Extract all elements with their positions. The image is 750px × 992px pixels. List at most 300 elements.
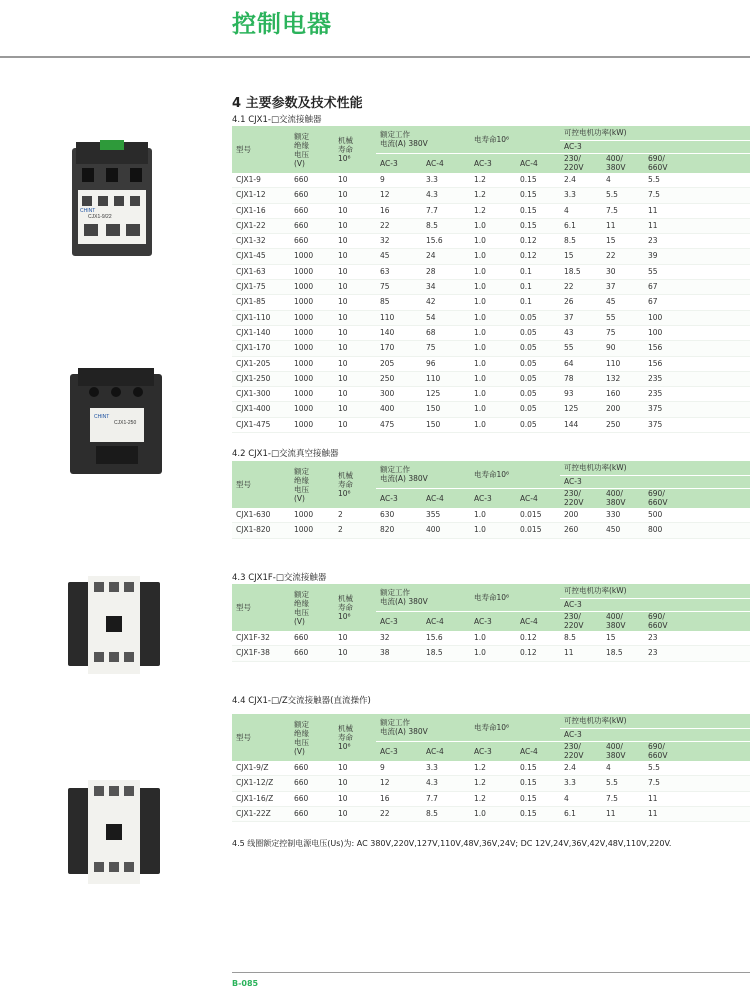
- table-row: [232, 387, 750, 402]
- table-cell: 660: [290, 791, 334, 806]
- table-cell: 330: [602, 508, 644, 523]
- col-electrical-life: 电寿命10⁶: [470, 584, 560, 611]
- table-cell: 10: [334, 631, 376, 646]
- table-row: [232, 280, 750, 295]
- table-cell: 0.015: [516, 523, 560, 538]
- table-cell: 660: [290, 188, 334, 203]
- table-cell: 6.1: [560, 218, 602, 233]
- table-cell: 0.12: [516, 234, 560, 249]
- table-cell: CJX1-32: [232, 234, 290, 249]
- spec-table-3: [232, 584, 750, 662]
- spec-table-1: [232, 126, 750, 433]
- col-current-ac3: AC-3: [376, 153, 422, 173]
- table-cell: 1.0: [470, 310, 516, 325]
- table-cell: CJX1-22: [232, 218, 290, 233]
- col-power-ac3: AC-3: [560, 728, 750, 741]
- table-cell: 0.15: [516, 761, 560, 776]
- table-cell: CJX1-85: [232, 295, 290, 310]
- table-cell: 10: [334, 402, 376, 417]
- table-row: [232, 776, 750, 791]
- table-cell: 0.05: [516, 371, 560, 386]
- table-cell: 1000: [290, 417, 334, 432]
- table-cell: 1000: [290, 310, 334, 325]
- table-cell: 12: [376, 188, 422, 203]
- table-cell: 45: [602, 295, 644, 310]
- table-cell: 110: [376, 310, 422, 325]
- table-cell: 1000: [290, 249, 334, 264]
- table-cell: CJX1-22Z: [232, 806, 290, 821]
- table-cell: CJX1F-32: [232, 631, 290, 646]
- table-row: [232, 325, 750, 340]
- col-power-690v: 690/ 660V: [644, 488, 750, 508]
- table-cell: 0.05: [516, 387, 560, 402]
- table-cell: 22: [376, 218, 422, 233]
- table-row: [232, 203, 750, 218]
- table-cell: 23: [644, 631, 750, 646]
- table-cell: 7.5: [602, 203, 644, 218]
- table-cell: 75: [422, 341, 470, 356]
- table-row: [232, 356, 750, 371]
- table-cell: 144: [560, 417, 602, 432]
- table-row: [232, 173, 750, 188]
- table-cell: 1.2: [470, 761, 516, 776]
- table-cell: CJX1-9/Z: [232, 761, 290, 776]
- product-2-model-label: CJX1-250: [114, 420, 137, 426]
- table-cell: 235: [644, 371, 750, 386]
- table-cell: 1.0: [470, 508, 516, 523]
- col-elife-ac4: AC-4: [516, 488, 560, 508]
- table-cell: 660: [290, 218, 334, 233]
- table-cell: 10: [334, 776, 376, 791]
- spec-table-4: [232, 714, 750, 822]
- table-cell: 23: [644, 646, 750, 661]
- col-model: 型号: [232, 584, 290, 631]
- table-cell: 1.2: [470, 173, 516, 188]
- table-cell: 0.05: [516, 325, 560, 340]
- table-cell: CJX1-12: [232, 188, 290, 203]
- table-cell: 400: [422, 523, 470, 538]
- col-model: 型号: [232, 126, 290, 173]
- col-model: 型号: [232, 461, 290, 508]
- table-cell: 16: [376, 203, 422, 218]
- col-rated-current: 额定工作 电流(A) 380V: [376, 714, 470, 741]
- contactor-image-4: [66, 776, 162, 888]
- table-cell: 100: [644, 325, 750, 340]
- table-cell: 200: [602, 402, 644, 417]
- brand-logo: CHINT: [80, 208, 96, 214]
- col-mech-life: 机械 寿命 10⁶: [334, 461, 376, 508]
- table-cell: 250: [602, 417, 644, 432]
- table-cell: CJX1-205: [232, 356, 290, 371]
- table-cell: 10: [334, 371, 376, 386]
- table-cell: 1.0: [470, 806, 516, 821]
- table-cell: 8.5: [560, 234, 602, 249]
- table-cell: 170: [376, 341, 422, 356]
- table-cell: 1.2: [470, 203, 516, 218]
- col-power-ac3: AC-3: [560, 140, 750, 153]
- table-cell: 1.0: [470, 646, 516, 661]
- table-cell: 93: [560, 387, 602, 402]
- col-rated-current: 额定工作 电流(A) 380V: [376, 126, 470, 153]
- table-cell: 26: [560, 295, 602, 310]
- col-power-400v: 400/ 380V: [602, 611, 644, 631]
- col-mech-life: 机械 寿命 10⁶: [334, 714, 376, 761]
- col-power-690v: 690/ 660V: [644, 611, 750, 631]
- table-cell: 156: [644, 341, 750, 356]
- table-cell: 660: [290, 173, 334, 188]
- table-cell: 4.3: [422, 188, 470, 203]
- table-cell: 300: [376, 387, 422, 402]
- table-cell: CJX1-630: [232, 508, 290, 523]
- table-cell: 45: [376, 249, 422, 264]
- table-3-title: 4.3 CJX1F-□交流接触器: [232, 573, 327, 583]
- coil-voltage-note: 4.5 线圈额定控制电源电压(Us)为: AC 380V,220V,127V,110V,48V,36V,24V; DC 12V,24V,36V,42V,48V,110V,220V.: [232, 839, 672, 848]
- table-cell: 205: [376, 356, 422, 371]
- table-cell: 0.1: [516, 264, 560, 279]
- table-cell: 10: [334, 417, 376, 432]
- table-row: [232, 761, 750, 776]
- table-cell: 11: [644, 791, 750, 806]
- table-cell: CJX1-9: [232, 173, 290, 188]
- col-current-ac3: AC-3: [376, 741, 422, 761]
- table-cell: 1.2: [470, 776, 516, 791]
- table-cell: 1000: [290, 280, 334, 295]
- table-cell: 28: [422, 264, 470, 279]
- table-cell: 200: [560, 508, 602, 523]
- table-row: [232, 341, 750, 356]
- table-cell: 250: [376, 371, 422, 386]
- table-cell: 140: [376, 325, 422, 340]
- table-cell: 63: [376, 264, 422, 279]
- col-motor-power: 可控电机功率(kW): [560, 584, 750, 598]
- table-cell: 1.0: [470, 280, 516, 295]
- col-electrical-life: 电寿命10⁶: [470, 461, 560, 488]
- table-1-title: 4.1 CJX1-□交流接触器: [232, 115, 322, 125]
- table-cell: 0.05: [516, 402, 560, 417]
- contactor-image-2: [66, 368, 166, 480]
- table-cell: 7.7: [422, 791, 470, 806]
- col-mech-life: 机械 寿命 10⁶: [334, 584, 376, 631]
- table-cell: 660: [290, 631, 334, 646]
- table-cell: 1.0: [470, 295, 516, 310]
- table-cell: 355: [422, 508, 470, 523]
- table-cell: 1.2: [470, 188, 516, 203]
- col-rated-voltage: 额定 绝缘 电压 (V): [290, 126, 334, 173]
- footer-divider: [232, 972, 750, 973]
- table-cell: 10: [334, 356, 376, 371]
- table-cell: 0.15: [516, 806, 560, 821]
- table-cell: 3.3: [422, 173, 470, 188]
- table-cell: 10: [334, 761, 376, 776]
- table-cell: 375: [644, 402, 750, 417]
- table-cell: 30: [602, 264, 644, 279]
- table-cell: 22: [602, 249, 644, 264]
- col-elife-ac3: AC-3: [470, 488, 516, 508]
- table-cell: 235: [644, 387, 750, 402]
- col-power-400v: 400/ 380V: [602, 153, 644, 173]
- table-cell: 7.5: [644, 776, 750, 791]
- table-cell: 1.0: [470, 387, 516, 402]
- table-cell: 55: [560, 341, 602, 356]
- col-power-400v: 400/ 380V: [602, 741, 644, 761]
- table-cell: CJX1-400: [232, 402, 290, 417]
- col-electrical-life: 电寿命10⁶: [470, 126, 560, 153]
- table-cell: 5.5: [644, 761, 750, 776]
- table-2-title: 4.2 CJX1-□交流真空接触器: [232, 449, 339, 459]
- table-cell: CJX1-16: [232, 203, 290, 218]
- table-cell: CJX1-16/Z: [232, 791, 290, 806]
- table-cell: 1000: [290, 295, 334, 310]
- col-power-690v: 690/ 660V: [644, 153, 750, 173]
- table-cell: 39: [644, 249, 750, 264]
- table-cell: 475: [376, 417, 422, 432]
- table-cell: 660: [290, 203, 334, 218]
- table-cell: CJX1-45: [232, 249, 290, 264]
- table-cell: 375: [644, 417, 750, 432]
- table-cell: CJX1-475: [232, 417, 290, 432]
- table-cell: 10: [334, 203, 376, 218]
- table-row: [232, 264, 750, 279]
- table-row: [232, 402, 750, 417]
- table-cell: 10: [334, 310, 376, 325]
- table-cell: 660: [290, 776, 334, 791]
- col-power-230v: 230/ 220V: [560, 153, 602, 173]
- table-cell: 1000: [290, 356, 334, 371]
- table-cell: 1.0: [470, 356, 516, 371]
- col-current-ac4: AC-4: [422, 488, 470, 508]
- table-cell: 15: [560, 249, 602, 264]
- table-cell: 10: [334, 218, 376, 233]
- table-cell: 37: [560, 310, 602, 325]
- table-cell: 15: [602, 234, 644, 249]
- table-cell: 18.5: [422, 646, 470, 661]
- col-power-ac3: AC-3: [560, 598, 750, 611]
- col-rated-voltage: 额定 绝缘 电压 (V): [290, 584, 334, 631]
- table-cell: CJX1-300: [232, 387, 290, 402]
- table-cell: 4: [560, 203, 602, 218]
- col-power-230v: 230/ 220V: [560, 488, 602, 508]
- table-cell: 5.5: [602, 776, 644, 791]
- table-row: [232, 234, 750, 249]
- contactor-image-1: [66, 138, 158, 260]
- table-cell: 42: [422, 295, 470, 310]
- table-cell: 10: [334, 791, 376, 806]
- table-cell: 10: [334, 295, 376, 310]
- table-cell: 110: [602, 356, 644, 371]
- table-cell: 1.0: [470, 249, 516, 264]
- table-cell: 0.15: [516, 776, 560, 791]
- table-cell: 15.6: [422, 631, 470, 646]
- table-cell: 10: [334, 806, 376, 821]
- spec-table-2: [232, 461, 750, 539]
- table-cell: 10: [334, 341, 376, 356]
- col-power-ac3: AC-3: [560, 475, 750, 488]
- table-cell: 8.5: [560, 631, 602, 646]
- table-cell: 1.0: [470, 417, 516, 432]
- product-1-model-label: CJX1-9/22: [88, 214, 112, 220]
- table-cell: 75: [602, 325, 644, 340]
- table-cell: 660: [290, 234, 334, 249]
- table-cell: 10: [334, 188, 376, 203]
- table-row: [232, 218, 750, 233]
- table-cell: 10: [334, 249, 376, 264]
- contactor-image-3: [66, 572, 162, 678]
- table-cell: 1000: [290, 264, 334, 279]
- col-motor-power: 可控电机功率(kW): [560, 126, 750, 140]
- table-cell: 11: [644, 203, 750, 218]
- table-cell: 4.3: [422, 776, 470, 791]
- col-power-690v: 690/ 660V: [644, 741, 750, 761]
- table-cell: 400: [376, 402, 422, 417]
- col-elife-ac4: AC-4: [516, 611, 560, 631]
- col-power-400v: 400/ 380V: [602, 488, 644, 508]
- table-cell: CJX1-170: [232, 341, 290, 356]
- table-cell: 4: [560, 791, 602, 806]
- table-cell: 1000: [290, 341, 334, 356]
- table-4-title: 4.4 CJX1-□/Z交流接触器(直流操作): [232, 696, 371, 706]
- table-cell: 55: [644, 264, 750, 279]
- header-divider: [0, 56, 750, 58]
- table-row: [232, 791, 750, 806]
- col-motor-power: 可控电机功率(kW): [560, 461, 750, 475]
- table-cell: 0.12: [516, 631, 560, 646]
- table-cell: 820: [376, 523, 422, 538]
- table-cell: 16: [376, 791, 422, 806]
- table-cell: CJX1-63: [232, 264, 290, 279]
- table-cell: CJX1-140: [232, 325, 290, 340]
- col-elife-ac3: AC-3: [470, 611, 516, 631]
- table-cell: 630: [376, 508, 422, 523]
- table-cell: 34: [422, 280, 470, 295]
- table-row: [232, 523, 750, 538]
- table-cell: 7.5: [644, 188, 750, 203]
- table-cell: 18.5: [560, 264, 602, 279]
- col-rated-voltage: 额定 绝缘 电压 (V): [290, 714, 334, 761]
- page-header-title: 控制电器: [232, 10, 332, 38]
- table-row: [232, 646, 750, 661]
- table-cell: 1000: [290, 402, 334, 417]
- col-current-ac4: AC-4: [422, 153, 470, 173]
- table-cell: 7.5: [602, 791, 644, 806]
- table-cell: 67: [644, 280, 750, 295]
- table-cell: 1.0: [470, 264, 516, 279]
- table-cell: 660: [290, 646, 334, 661]
- table-cell: 660: [290, 761, 334, 776]
- col-rated-current: 额定工作 电流(A) 380V: [376, 584, 470, 611]
- col-elife-ac4: AC-4: [516, 741, 560, 761]
- table-cell: CJX1-250: [232, 371, 290, 386]
- table-cell: 11: [644, 218, 750, 233]
- table-cell: 1.2: [470, 791, 516, 806]
- table-cell: 10: [334, 280, 376, 295]
- table-cell: 18.5: [602, 646, 644, 661]
- table-cell: 100: [644, 310, 750, 325]
- table-cell: 3.3: [560, 776, 602, 791]
- table-cell: 0.05: [516, 341, 560, 356]
- table-cell: 1.0: [470, 325, 516, 340]
- table-cell: 3.3: [560, 188, 602, 203]
- table-cell: 2.4: [560, 761, 602, 776]
- table-cell: 3.3: [422, 761, 470, 776]
- table-cell: 0.1: [516, 295, 560, 310]
- table-cell: 32: [376, 631, 422, 646]
- table-cell: 32: [376, 234, 422, 249]
- table-cell: 22: [560, 280, 602, 295]
- table-cell: 11: [602, 806, 644, 821]
- table-cell: 1.0: [470, 402, 516, 417]
- col-mech-life: 机械 寿命 10⁶: [334, 126, 376, 173]
- table-cell: 10: [334, 234, 376, 249]
- table-cell: 156: [644, 356, 750, 371]
- table-row: [232, 806, 750, 821]
- table-cell: 22: [376, 806, 422, 821]
- table-cell: 10: [334, 173, 376, 188]
- brand-logo-2: CHINT: [94, 414, 110, 420]
- section-title: 4 主要参数及技术性能: [232, 96, 363, 111]
- table-cell: 11: [602, 218, 644, 233]
- table-cell: 10: [334, 387, 376, 402]
- table-cell: 7.7: [422, 203, 470, 218]
- table-cell: 10: [334, 264, 376, 279]
- table-cell: 0.12: [516, 249, 560, 264]
- table-cell: 1.0: [470, 631, 516, 646]
- table-cell: 0.05: [516, 356, 560, 371]
- table-cell: 37: [602, 280, 644, 295]
- table-cell: 67: [644, 295, 750, 310]
- col-elife-ac4: AC-4: [516, 153, 560, 173]
- table-cell: 10: [334, 325, 376, 340]
- table-cell: 43: [560, 325, 602, 340]
- table-cell: 0.15: [516, 203, 560, 218]
- table-cell: 125: [560, 402, 602, 417]
- table-row: [232, 508, 750, 523]
- table-cell: 12: [376, 776, 422, 791]
- table-cell: 64: [560, 356, 602, 371]
- table-cell: 0.05: [516, 417, 560, 432]
- table-cell: 1.0: [470, 341, 516, 356]
- table-cell: 0.015: [516, 508, 560, 523]
- table-cell: 1000: [290, 523, 334, 538]
- col-power-230v: 230/ 220V: [560, 611, 602, 631]
- table-cell: CJX1-110: [232, 310, 290, 325]
- table-cell: 1.0: [470, 523, 516, 538]
- table-cell: 1.0: [470, 218, 516, 233]
- col-current-ac3: AC-3: [376, 611, 422, 631]
- col-elife-ac3: AC-3: [470, 741, 516, 761]
- col-power-230v: 230/ 220V: [560, 741, 602, 761]
- table-cell: 54: [422, 310, 470, 325]
- col-model: 型号: [232, 714, 290, 761]
- table-cell: 11: [644, 806, 750, 821]
- table-cell: CJX1-12/Z: [232, 776, 290, 791]
- table-cell: 9: [376, 761, 422, 776]
- table-cell: 150: [422, 417, 470, 432]
- table-cell: 11: [560, 646, 602, 661]
- table-cell: 8.5: [422, 218, 470, 233]
- table-cell: 8.5: [422, 806, 470, 821]
- table-cell: 4: [602, 761, 644, 776]
- table-cell: 800: [644, 523, 750, 538]
- table-cell: 500: [644, 508, 750, 523]
- table-row: [232, 188, 750, 203]
- table-cell: 150: [422, 402, 470, 417]
- table-cell: CJX1F-38: [232, 646, 290, 661]
- table-cell: 260: [560, 523, 602, 538]
- table-cell: 660: [290, 806, 334, 821]
- table-row: [232, 310, 750, 325]
- table-cell: 55: [602, 310, 644, 325]
- table-cell: 38: [376, 646, 422, 661]
